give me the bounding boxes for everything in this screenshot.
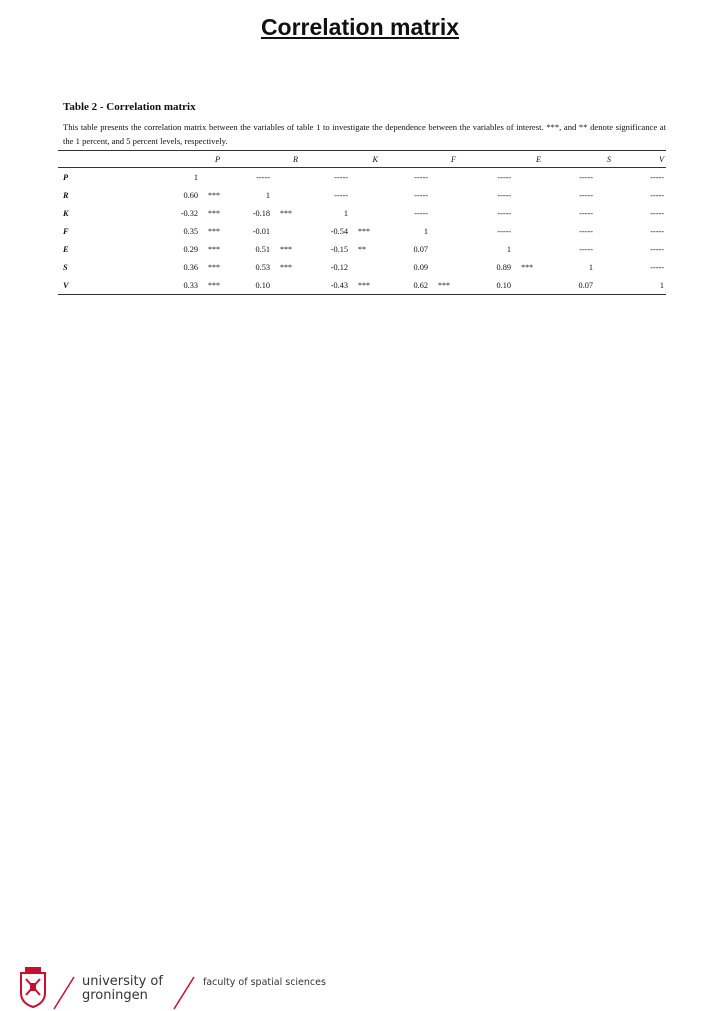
table-row <box>58 168 666 187</box>
table-row <box>58 276 666 295</box>
significance-cell <box>513 240 543 258</box>
significance-cell <box>430 222 458 240</box>
value-cell: -0.32 <box>180 208 198 218</box>
row-label-cell: R <box>63 190 69 200</box>
value-cell: 0.09 <box>413 262 429 272</box>
value-cell: 0.89 <box>496 262 512 272</box>
significance-cell: ** <box>358 244 367 254</box>
value-cell: ----- <box>579 226 594 236</box>
value-cell: -0.12 <box>330 262 349 272</box>
value-cell: 1 <box>343 208 349 218</box>
table-row <box>58 204 666 222</box>
significance-cell <box>513 276 543 295</box>
value-cell: ----- <box>579 190 594 200</box>
faculty-name: faculty of spatial sciences <box>203 977 326 988</box>
university-name-line1: university of <box>82 974 163 989</box>
significance-cell <box>595 186 613 204</box>
value-cell: ----- <box>414 208 429 218</box>
significance-cell: *** <box>208 226 220 236</box>
value-cell: ----- <box>650 190 665 200</box>
value-cell: 1 <box>423 226 429 236</box>
significance-cell <box>513 204 543 222</box>
value-cell: -0.18 <box>252 208 271 218</box>
value-cell: 0.07 <box>543 276 595 295</box>
significance-cell: *** <box>358 226 371 236</box>
significance-cell: *** <box>208 190 220 200</box>
university-crest-icon <box>17 965 49 1009</box>
significance-cell <box>272 168 300 187</box>
value-cell: ----- <box>497 226 512 236</box>
table-body <box>58 168 666 295</box>
significance-cell: *** <box>280 208 293 218</box>
slide-title: Correlation matrix <box>260 14 460 40</box>
significance-cell: *** <box>521 262 534 272</box>
column-header-cell: E <box>458 151 543 168</box>
corner-header-cell <box>58 151 148 168</box>
significance-cell <box>595 204 613 222</box>
value-cell: ----- <box>256 172 271 182</box>
row-label-cell: S <box>63 262 68 272</box>
column-header-cell: P <box>148 151 222 168</box>
significance-cell <box>513 168 543 187</box>
significance-cell <box>595 276 613 295</box>
significance-cell <box>595 222 613 240</box>
value-cell: ----- <box>650 262 665 272</box>
value-cell: ----- <box>650 172 665 182</box>
significance-cell <box>272 276 300 295</box>
row-label-cell: K <box>63 208 69 218</box>
value-cell: -0.43 <box>300 276 350 295</box>
value-cell: ----- <box>650 208 665 218</box>
significance-cell <box>430 204 458 222</box>
value-cell: 0.33 <box>148 276 200 295</box>
table-caption: Table 2 - Correlation matrix <box>63 101 196 113</box>
significance-cell: *** <box>208 244 220 254</box>
university-name-line2: groningen <box>82 988 148 1003</box>
table-description: This table presents the correlation matrix between the variables of table 1 to investigate the dependence between the variables of interest. ***, and ** denote significance at the 1 percent, and 5 percent levels, respectively. <box>63 122 666 146</box>
value-cell: ----- <box>497 172 512 182</box>
column-header-cell: V <box>613 151 666 168</box>
correlation-table-figure <box>58 100 666 295</box>
value-cell: 1 <box>265 190 271 200</box>
significance-cell: *** <box>280 244 293 254</box>
value-cell: ----- <box>579 208 594 218</box>
row-label-cell: E <box>63 244 69 254</box>
significance-cell: *** <box>280 262 293 272</box>
value-cell: 0.29 <box>183 244 198 254</box>
value-cell: 1 <box>588 262 594 272</box>
value-cell: ----- <box>497 190 512 200</box>
significance-cell <box>200 168 222 187</box>
value-cell: ----- <box>650 244 665 254</box>
value-cell: 0.51 <box>255 244 271 254</box>
significance-cell <box>272 186 300 204</box>
table-row <box>58 186 666 204</box>
row-label-cell: P <box>63 172 69 182</box>
value-cell: ----- <box>650 226 665 236</box>
significance-cell <box>513 222 543 240</box>
significance-cell: *** <box>208 262 220 272</box>
table-row <box>58 258 666 276</box>
value-cell: 0.62 <box>380 276 430 295</box>
significance-cell <box>595 168 613 187</box>
column-header-cell: F <box>380 151 458 168</box>
divider-slash-icon <box>52 975 76 1011</box>
value-cell: 0.53 <box>255 262 271 272</box>
footer <box>0 480 720 1003</box>
value-cell: 1 <box>193 172 198 182</box>
column-header-cell: S <box>543 151 613 168</box>
significance-cell: *** <box>430 276 458 295</box>
value-cell: ----- <box>414 172 429 182</box>
significance-cell: *** <box>350 276 380 295</box>
row-label-cell: V <box>58 276 148 295</box>
significance-cell <box>430 168 458 187</box>
value-cell: 0.35 <box>183 226 198 236</box>
table-row <box>58 222 666 240</box>
value-cell: ----- <box>579 244 594 254</box>
significance-cell <box>350 168 380 187</box>
university-name <box>82 975 163 1003</box>
value-cell: ----- <box>334 190 349 200</box>
value-cell: ----- <box>334 172 349 182</box>
table-header-row <box>58 151 666 168</box>
significance-cell <box>350 204 380 222</box>
value-cell: ----- <box>497 208 512 218</box>
significance-cell <box>430 258 458 276</box>
value-cell: ----- <box>414 190 429 200</box>
value-cell: 0.10 <box>222 276 272 295</box>
column-header-cell: K <box>300 151 380 168</box>
value-cell: 0.07 <box>413 244 429 254</box>
value-cell: 1 <box>506 244 512 254</box>
divider-slash-icon <box>172 975 196 1011</box>
significance-cell <box>350 258 380 276</box>
value-cell: 1 <box>613 276 666 295</box>
significance-cell <box>595 240 613 258</box>
value-cell: -0.54 <box>330 226 349 236</box>
row-label-cell: F <box>63 226 69 236</box>
value-cell: 0.60 <box>183 190 198 200</box>
correlation-table <box>58 150 666 295</box>
significance-cell: *** <box>208 208 220 218</box>
significance-cell <box>595 258 613 276</box>
value-cell: 0.10 <box>458 276 513 295</box>
significance-cell <box>350 186 380 204</box>
value-cell: -0.15 <box>330 244 349 254</box>
value-cell: -0.01 <box>252 226 271 236</box>
significance-cell: *** <box>200 276 222 295</box>
significance-cell <box>513 186 543 204</box>
significance-cell <box>430 240 458 258</box>
significance-cell <box>430 186 458 204</box>
significance-cell <box>272 222 300 240</box>
column-header-cell: R <box>222 151 300 168</box>
value-cell: 0.36 <box>183 262 198 272</box>
value-cell: ----- <box>579 172 594 182</box>
table-row <box>58 240 666 258</box>
